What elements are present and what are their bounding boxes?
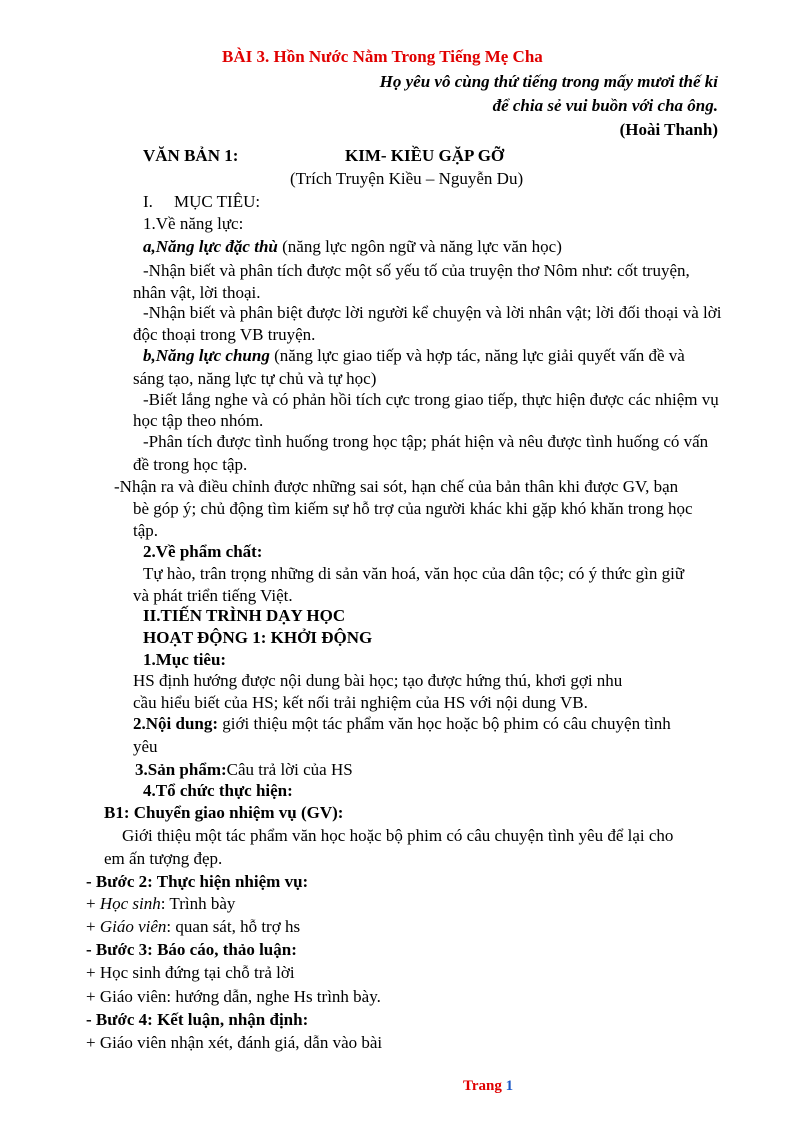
general-item-1-line-2: học tập theo nhóm. [133,411,264,430]
step-2-student-text: : Trình bày [160,894,236,913]
page-footer [463,1076,513,1096]
text-label: VĂN BẢN 1: [143,146,239,165]
product-line [135,760,353,780]
step-2-teacher-prefix: + [86,917,100,936]
general-item-3-line-2: bè góp ý; chủ động tìm kiếm sự hỗ trợ của người khác khi gặp khó khăn trong học [133,499,693,518]
step-3-line-2: + Giáo viên: hướng dẫn, nghe Hs trình bày. [86,987,381,1006]
general-item-2-line-1: -Phân tích được tình huống trong học tập; phát hiện và nêu được tình huống có vấn [143,432,709,451]
general-item-3-line-3: tập. [133,521,159,540]
goal-heading: 1.Mục tiêu: [143,650,227,669]
content-line-2: yêu [133,737,158,756]
general-competence-note-line-2: sáng tạo, năng lực tự chủ và tự học) [133,369,377,388]
specific-item-1-line-1: -Nhận biết và phân tích được một số yếu tố của truyện thơ Nôm như: cốt truyện, [143,261,690,280]
specific-competence-label: a,Năng lực đặc thù [143,237,278,256]
general-competence-note: (năng lực giao tiếp và hợp tác, năng lực giải quyết vấn đề và [269,346,685,365]
content-text: giới thiệu một tác phẩm văn học hoặc bộ phim có câu chuyện tình [218,714,671,733]
step-2-student-role: Học sinh [99,894,161,913]
epigraph-author: (Hoài Thanh) [619,120,718,139]
epigraph-line-1: Họ yêu vô cùng thứ tiếng trong mấy mươi thế kỉ [379,72,718,91]
quality-heading: 2.Về phẩm chất: [143,542,263,561]
step-2-student-prefix: + [86,894,100,913]
activity-1-heading: HOẠT ĐỘNG 1: KHỞI ĐỘNG [143,628,373,647]
step-4-line-1: + Giáo viên nhận xét, đánh giá, dẫn vào bài [86,1033,383,1052]
step-2-teacher-role: Giáo viên [99,917,167,936]
general-competence-label: b,Năng lực chung [143,346,270,365]
text-name: KIM- KIỀU GẶP GỠ [345,146,505,165]
competence-heading: 1.Về năng lực: [143,214,244,233]
b1-line-1: Giới thiệu một tác phẩm văn học hoặc bộ phim có câu chuyện tình yêu để lại cho [122,826,674,845]
goal-line-2: cầu hiểu biết của HS; kết nối trải nghiệm của HS với nội dung VB. [133,693,588,712]
product-text: Câu trả lời của HS [226,760,353,779]
step-2-student-line [86,894,235,914]
quality-line-1: Tự hào, trân trọng những di sản văn hoá, văn học của dân tộc; có ý thức gìn giữ [143,564,685,583]
specific-competence-note: (năng lực ngôn ngữ và năng lực văn học) [277,237,562,256]
specific-item-2-line-1: -Nhận biết và phân biệt được lời người kể chuyện và lời nhân vật; lời đối thoại và lời [143,303,722,322]
step-4-heading: - Bước 4: Kết luận, nhận định: [86,1010,309,1029]
organization-heading: 4.Tổ chức thực hiện: [143,781,293,800]
step-2-teacher-text: : quan sát, hỗ trợ hs [166,917,301,936]
specific-item-2-line-2: độc thoại trong VB truyện. [133,325,316,344]
objectives-heading: MỤC TIÊU: [174,192,261,211]
objectives-heading-number: I. [143,192,153,211]
content-label: 2.Nội dung: [133,714,219,733]
step-2-heading: - Bước 2: Thực hiện nhiệm vụ: [86,872,309,891]
step-2-teacher-line [86,917,300,937]
general-item-1-line-1: -Biết lắng nghe và có phản hồi tích cực trong giao tiếp, thực hiện được các nhiệm vụ [143,390,719,409]
lesson-title: BÀI 3. Hồn Nước Nằm Trong Tiếng Mẹ Cha [222,47,543,66]
process-heading: II.TIẾN TRÌNH DẠY HỌC [143,606,346,625]
goal-line-1: HS định hướng được nội dung bài học; tạo được hứng thú, khơi gợi nhu [133,671,623,690]
specific-item-1-line-2: nhân vật, lời thoại. [133,283,261,302]
product-label: 3.Sản phẩm: [135,760,227,779]
step-3-line-1: + Học sinh đứng tại chỗ trả lời [86,963,295,982]
general-competence [143,346,685,366]
text-source: (Trích Truyện Kiều – Nguyễn Du) [290,169,524,188]
quality-line-2: và phát triển tiếng Việt. [133,586,293,605]
epigraph-line-2: để chia sẻ vui buồn với cha ông. [492,96,718,115]
specific-competence [143,237,562,257]
step-3-heading: - Bước 3: Báo cáo, thảo luận: [86,940,297,959]
content-line-1 [133,714,671,734]
b1-line-2: em ấn tượng đẹp. [104,849,223,868]
general-item-3-line-1: -Nhận ra và điều chỉnh được những sai sót, hạn chế của bản thân khi được GV, bạn [114,477,679,496]
page-number: 1 [505,1078,514,1094]
general-item-2-line-2: đề trong học tập. [133,455,248,474]
b1-heading: B1: Chuyển giao nhiệm vụ (GV): [104,803,344,822]
page-label: Trang [463,1078,502,1094]
